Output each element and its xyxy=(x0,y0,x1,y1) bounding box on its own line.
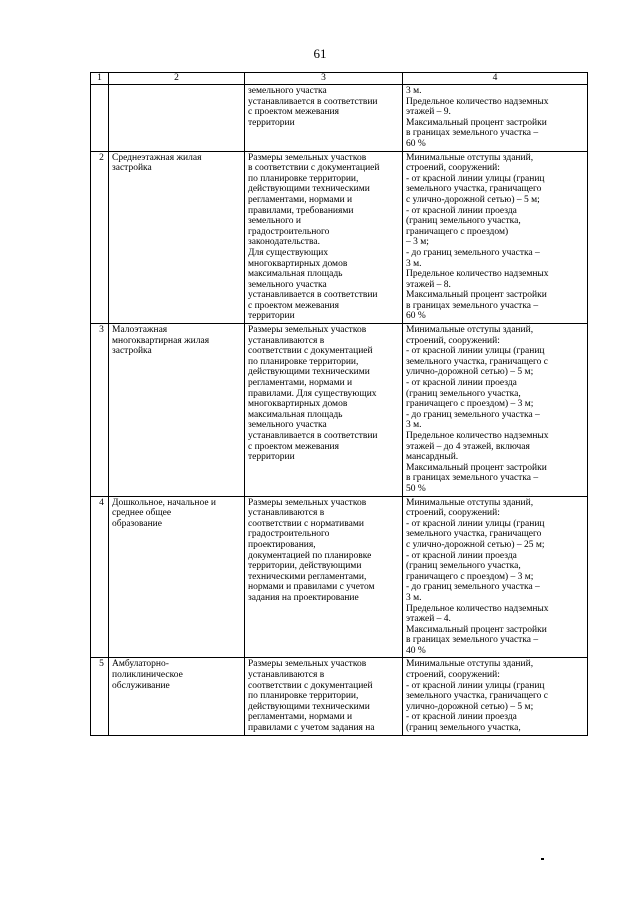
cell-line: Предельное количество надземных xyxy=(406,431,549,441)
cell-line: земельного участка, граничащего с xyxy=(406,691,548,702)
cell-line: строений, сооружений: xyxy=(406,508,500,519)
cell-line: действующими техническими xyxy=(248,184,370,195)
cell-line: обслуживание xyxy=(112,680,170,691)
row-number: 3 xyxy=(99,325,104,336)
cell-line: в границах земельного участка – xyxy=(406,300,539,311)
cell-line: территории, действующими xyxy=(248,561,362,572)
parameters-cell xyxy=(403,496,588,658)
parameters-cell xyxy=(403,151,588,324)
row-number: 5 xyxy=(99,659,104,670)
cell-line: в границах земельного участка – xyxy=(406,635,539,646)
cell-line: соответствии с документацией xyxy=(248,680,373,691)
cell-line: земельного участка xyxy=(248,86,327,96)
cell-line: 3 м. xyxy=(406,86,422,96)
cell-line: - от красной линии улицы (границ xyxy=(406,173,545,184)
cell-line: Среднеэтажная жилая xyxy=(112,152,202,163)
row-number-cell xyxy=(91,151,109,324)
row-number-cell xyxy=(91,324,109,497)
cell-line: документацией по планировке xyxy=(248,550,372,561)
cell-line: Предельное количество надземных xyxy=(406,603,549,614)
cell-line: по планировке территории, xyxy=(248,173,359,184)
cell-line: градостроительного xyxy=(248,529,330,540)
parameters-cell xyxy=(403,324,588,497)
cell-line: Максимальный процент застройки xyxy=(406,117,547,128)
cell-line: с проектом межевания xyxy=(248,107,339,118)
cell-line: 50 % xyxy=(406,483,426,494)
parameters-cell xyxy=(403,85,588,152)
scan-mark xyxy=(541,858,544,860)
cell-line: соответствии с нормативами xyxy=(248,518,364,529)
cell-line: - от красной линии проезда xyxy=(406,550,517,561)
cell-line: регламентами, нормами и xyxy=(248,712,353,723)
cell-line: этажей – 8. xyxy=(406,279,451,290)
cell-line: устанавливаются в xyxy=(248,508,325,519)
cell-line: этажей – до 4 этажей, включая xyxy=(406,441,530,452)
cell-line: земельного участка, граничащего xyxy=(406,184,542,195)
cell-line: Минимальные отступы зданий, xyxy=(406,325,534,336)
table-row xyxy=(91,324,588,497)
cell-line: - от красной линии проезда xyxy=(406,378,517,389)
cell-line: Размеры земельных участков xyxy=(248,497,367,508)
cell-line: нормами и правилами с учетом xyxy=(248,582,375,593)
cell-line: (границ земельного участка, xyxy=(406,216,521,227)
cell-line: поликлиническое xyxy=(112,670,183,681)
cell-line: соответствии с документацией xyxy=(248,346,373,357)
cell-line: улично-дорожной сетью) – 5 м; xyxy=(406,701,534,712)
cell-line: по планировке территории, xyxy=(248,691,359,702)
cell-line: многоквартирных домов xyxy=(248,258,348,269)
cell-line: по планировке территории, xyxy=(248,356,359,367)
cell-line: строений, сооружений: xyxy=(406,335,500,346)
zone-name-cell xyxy=(109,658,245,735)
cell-line: - до границ земельного участка – xyxy=(406,409,540,420)
cell-line: правилами с учетом задания на xyxy=(248,723,375,734)
cell-line: с проектом межевания xyxy=(248,300,339,311)
table-row xyxy=(91,496,588,658)
cell-line: устанавливается в соответствии xyxy=(248,431,378,441)
cell-line: граничащего с проездом) xyxy=(406,226,509,237)
zone-name-cell xyxy=(109,151,245,324)
cell-line: 3 м. xyxy=(406,420,422,431)
cell-line: земельного участка, граничащего с xyxy=(406,356,548,367)
cell-line: Минимальные отступы зданий, xyxy=(406,152,534,163)
cell-line: земельного участка xyxy=(248,420,327,431)
cell-line: улично-дорожной сетью) – 5 м; xyxy=(406,367,534,378)
cell-line: техническими регламентами, xyxy=(248,571,367,582)
row-number: 4 xyxy=(99,497,104,508)
cell-line: этажей – 9. xyxy=(406,107,451,118)
row-number-cell xyxy=(91,658,109,735)
cell-line: 3 м. xyxy=(406,592,422,603)
cell-line: среднее общее xyxy=(112,508,172,519)
cell-line: граничащего с проездом) – 3 м; xyxy=(406,571,534,582)
cell-line: (границ земельного участка, xyxy=(406,561,521,572)
cell-line: устанавливается в соответствии xyxy=(248,290,378,301)
cell-line: максимальная площадь xyxy=(248,269,343,280)
cell-line: действующими техническими xyxy=(248,367,370,378)
cell-line: граничащего с проездом) – 3 м; xyxy=(406,399,534,410)
cell-line: 3 м. xyxy=(406,258,422,269)
header-cell-1: 1 xyxy=(91,73,109,85)
table-body xyxy=(91,85,588,736)
plot-size-cell xyxy=(245,658,403,735)
plot-size-cell xyxy=(245,151,403,324)
zone-name-cell xyxy=(109,85,245,152)
row-number: 2 xyxy=(99,152,104,163)
header-cell-3: 3 xyxy=(245,73,403,85)
cell-line: Предельное количество надземных xyxy=(406,96,549,107)
table-row xyxy=(91,658,588,735)
cell-line: проектирования, xyxy=(248,539,316,550)
cell-line: регламентами, нормами и xyxy=(248,194,353,205)
cell-line: Максимальный процент застройки xyxy=(406,624,547,635)
cell-line: строений, сооружений: xyxy=(406,670,500,681)
cell-line: земельного участка, граничащего xyxy=(406,529,542,540)
cell-line: территории xyxy=(248,117,295,128)
cell-line: земельного и xyxy=(248,216,301,227)
cell-line: - до границ земельного участка – xyxy=(406,247,540,258)
cell-line: в границах земельного участка – xyxy=(406,128,539,139)
table-row xyxy=(91,85,588,152)
cell-line: – 3 м; xyxy=(406,237,429,248)
cell-line: образование xyxy=(112,518,162,529)
cell-line: (границ земельного участка, xyxy=(406,388,521,399)
row-number-cell xyxy=(91,496,109,658)
cell-line: Минимальные отступы зданий, xyxy=(406,659,534,670)
cell-line: Дошкольное, начальное и xyxy=(112,497,216,508)
cell-line: Для существующих xyxy=(248,247,329,258)
cell-line: - от красной линии улицы (границ xyxy=(406,346,545,357)
cell-line: в соответствии с документацией xyxy=(248,163,380,174)
table-header-row xyxy=(91,73,588,85)
header-cell-4: 4 xyxy=(403,73,588,85)
cell-line: правилами. Для существующих xyxy=(248,388,377,399)
cell-line: Максимальный процент застройки xyxy=(406,290,547,301)
cell-line: территории xyxy=(248,452,295,463)
cell-line: Амбулаторно- xyxy=(112,659,169,670)
cell-line: многоквартирных домов xyxy=(248,399,348,410)
cell-line: 60 % xyxy=(406,138,426,149)
cell-line: градостроительного xyxy=(248,226,330,237)
parameters-cell xyxy=(403,658,588,735)
header-cell-2: 2 xyxy=(109,73,245,85)
zone-name-cell xyxy=(109,324,245,497)
cell-line: задания на проектирование xyxy=(248,592,359,603)
cell-line: 40 % xyxy=(406,645,426,656)
cell-line: - от красной линии улицы (границ xyxy=(406,518,545,529)
cell-line: застройка xyxy=(112,346,152,357)
plot-size-cell xyxy=(245,324,403,497)
cell-line: строений, сооружений: xyxy=(406,163,500,174)
cell-line: правилами, требованиями xyxy=(248,205,354,216)
cell-line: земельного участка xyxy=(248,279,327,290)
zoning-table xyxy=(90,72,588,736)
cell-line: (границ земельного участка, xyxy=(406,723,521,734)
cell-line: многоквартирная жилая xyxy=(112,335,210,346)
plot-size-cell xyxy=(245,85,403,152)
cell-line: Предельное количество надземных xyxy=(406,269,549,280)
cell-line: с улично-дорожной сетью) – 5 м; xyxy=(406,194,540,205)
cell-line: - до границ земельного участка – xyxy=(406,582,540,593)
cell-line: этажей – 4. xyxy=(406,614,451,625)
cell-line: устанавливаются в xyxy=(248,335,325,346)
plot-size-cell xyxy=(245,496,403,658)
cell-line: законодательства. xyxy=(248,237,320,248)
cell-line: Размеры земельных участков xyxy=(248,152,367,163)
cell-line: в границах земельного участка – xyxy=(406,473,539,484)
cell-line: устанавливается в соответствии xyxy=(248,96,378,107)
cell-line: мансардный. xyxy=(406,452,459,463)
row-number-cell xyxy=(91,85,109,152)
cell-line: с улично-дорожной сетью) – 25 м; xyxy=(406,539,545,550)
cell-line: - от красной линии проезда xyxy=(406,712,517,723)
zone-name-cell xyxy=(109,496,245,658)
cell-line: Максимальный процент застройки xyxy=(406,462,547,473)
cell-line: - от красной линии улицы (границ xyxy=(406,680,545,691)
cell-line: - от красной линии проезда xyxy=(406,205,517,216)
table-row xyxy=(91,151,588,324)
cell-line: регламентами, нормами и xyxy=(248,378,353,389)
cell-line: Минимальные отступы зданий, xyxy=(406,497,534,508)
cell-line: Размеры земельных участков xyxy=(248,325,367,336)
cell-line: Малоэтажная xyxy=(112,325,168,336)
cell-line: максимальная площадь xyxy=(248,409,343,420)
cell-line: с проектом межевания xyxy=(248,441,339,452)
cell-line: застройка xyxy=(112,163,152,174)
cell-line: территории xyxy=(248,311,295,322)
cell-line: действующими техническими xyxy=(248,701,370,712)
page-number: 61 xyxy=(313,46,327,61)
cell-line: 60 % xyxy=(406,311,426,322)
cell-line: устанавливаются в xyxy=(248,670,325,681)
cell-line: Размеры земельных участков xyxy=(248,659,367,670)
